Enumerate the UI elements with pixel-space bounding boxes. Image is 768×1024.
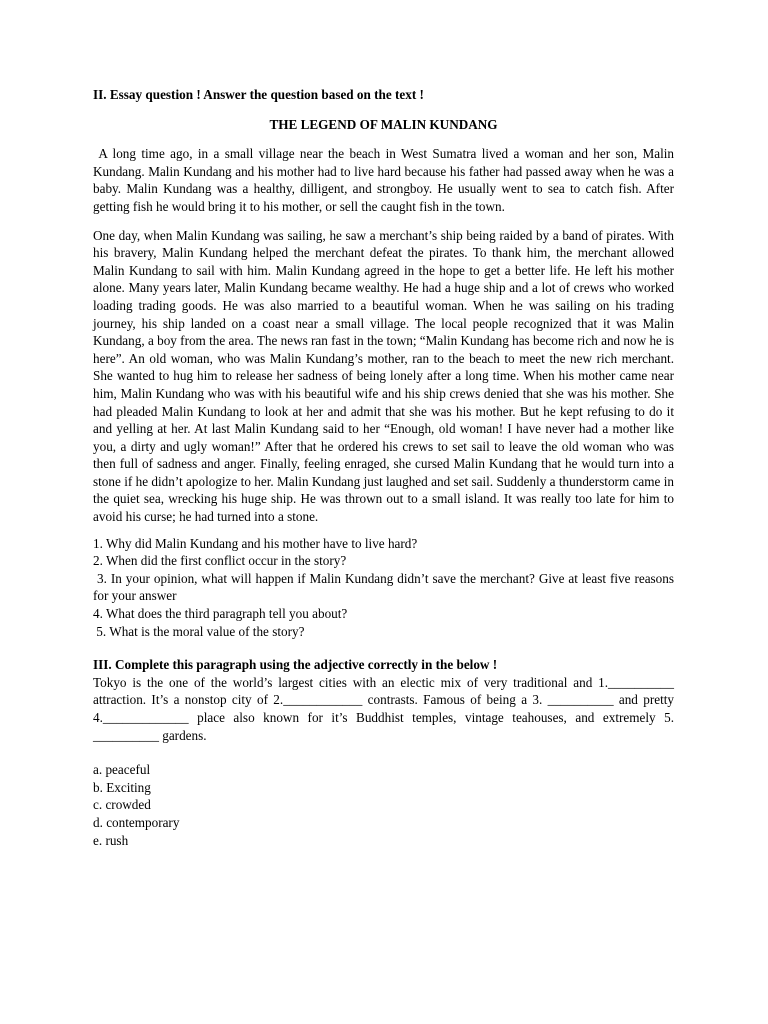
- fill-in-paragraph: Tokyo is the one of the world’s largest cities with an electic mix of very traditional and 1.__________ attraction. It’s a nonstop city of 2.____________ contrasts. Famous of being a 3. __________ and pretty 4._____________ place also known for it’s Buddhist temples, vintage teahouses, and extremely 5. __________ gardens.: [93, 674, 674, 743]
- fill-in-section-heading: III. Complete this paragraph using the adjective correctly in the below !: [93, 657, 498, 673]
- essay-section-heading: II. Essay question ! Answer the question based on the text !: [93, 87, 424, 102]
- story-paragraph-2: One day, when Malin Kundang was sailing, he saw a merchant’s ship being raided by a band of pirates. With his bravery, Malin Kundang helped the merchant defeat the pirates. To thank him, the merchant allowed Malin Kundang to sail with him. Malin Kundang agreed in the hope to get a better life. He left his mother alone. Many years later, Malin Kundang became wealthy. He had a huge ship and a lot of crews who worked loading trading goods. He was also married to a beautiful woman. When he was sailing on his trading journey, his ship landed on a coast near a small village. The local people recognized that it was Malin Kundang, a boy from the area. The news ran fast in the town; “Malin Kundang has become rich and now he is here”. An old woman, who was Malin Kundang’s mother, ran to the beach to meet the new rich merchant. She wanted to hug him to release her sadness of being lonely after a long time. When his mother came near him, Malin Kundang who was with his beautiful wife and his ship crews denied that she was his mother. She had pleaded Malin Kundang to look at her and admit that she was his mother. But he kept refusing to do it and yelling at her. At last Malin Kundang said to her “Enough, old woman! I have never had a mother like you, a dirty and ugly woman!” After that he ordered his crews to set sail to leave the old woman who was then full of sadness and anger. Finally, feeling enraged, she cursed Malin Kundang that he would turn into a stone if he didn’t apologize to her. Malin Kundang just laughed and set sail. Suddenly a thunderstorm came in the quiet sea, wrecking his huge ship. He was thrown out to a small island. It was really too late for him to avoid his curse; he had turned into a stone.: [93, 227, 674, 525]
- document-page: [93, 86, 678, 849]
- adjective-option-d: d. contemporary: [93, 814, 180, 830]
- adjective-option-list: [93, 761, 674, 849]
- adjective-option-a: a. peaceful: [93, 762, 151, 778]
- fill-in-section: [93, 656, 674, 744]
- essay-question-4: 4. What does the third paragraph tell you about?: [93, 606, 348, 622]
- adjective-option-e: e. rush: [93, 832, 129, 848]
- essay-question-5: 5. What is the moral value of the story?: [93, 623, 305, 639]
- adjective-option-c: c. crowded: [93, 797, 151, 813]
- story-paragraph-1: A long time ago, in a small village near the beach in West Sumatra lived a woman and her son, Malin Kundang. Malin Kundang and his mother had to live hard because his father had passed away when he was a baby. Malin Kundang was a healthy, dilligent, and strongboy. He usually went to sea to catch fish. After getting fish he would bring it to his mother, or sell the caught fish in the town.: [93, 146, 678, 214]
- essay-question-list: [93, 535, 678, 641]
- essay-question-2: 2. When did the first conflict occur in the story?: [93, 553, 347, 569]
- essay-question-3: 3. In your opinion, what will happen if Malin Kundang didn’t save the merchant? Give at least five reasons for your answer: [93, 570, 678, 604]
- essay-question-1: 1. Why did Malin Kundang and his mother have to live hard?: [93, 535, 418, 551]
- adjective-option-b: b. Exciting: [93, 779, 151, 795]
- story-title: THE LEGEND OF MALIN KUNDANG: [269, 116, 498, 132]
